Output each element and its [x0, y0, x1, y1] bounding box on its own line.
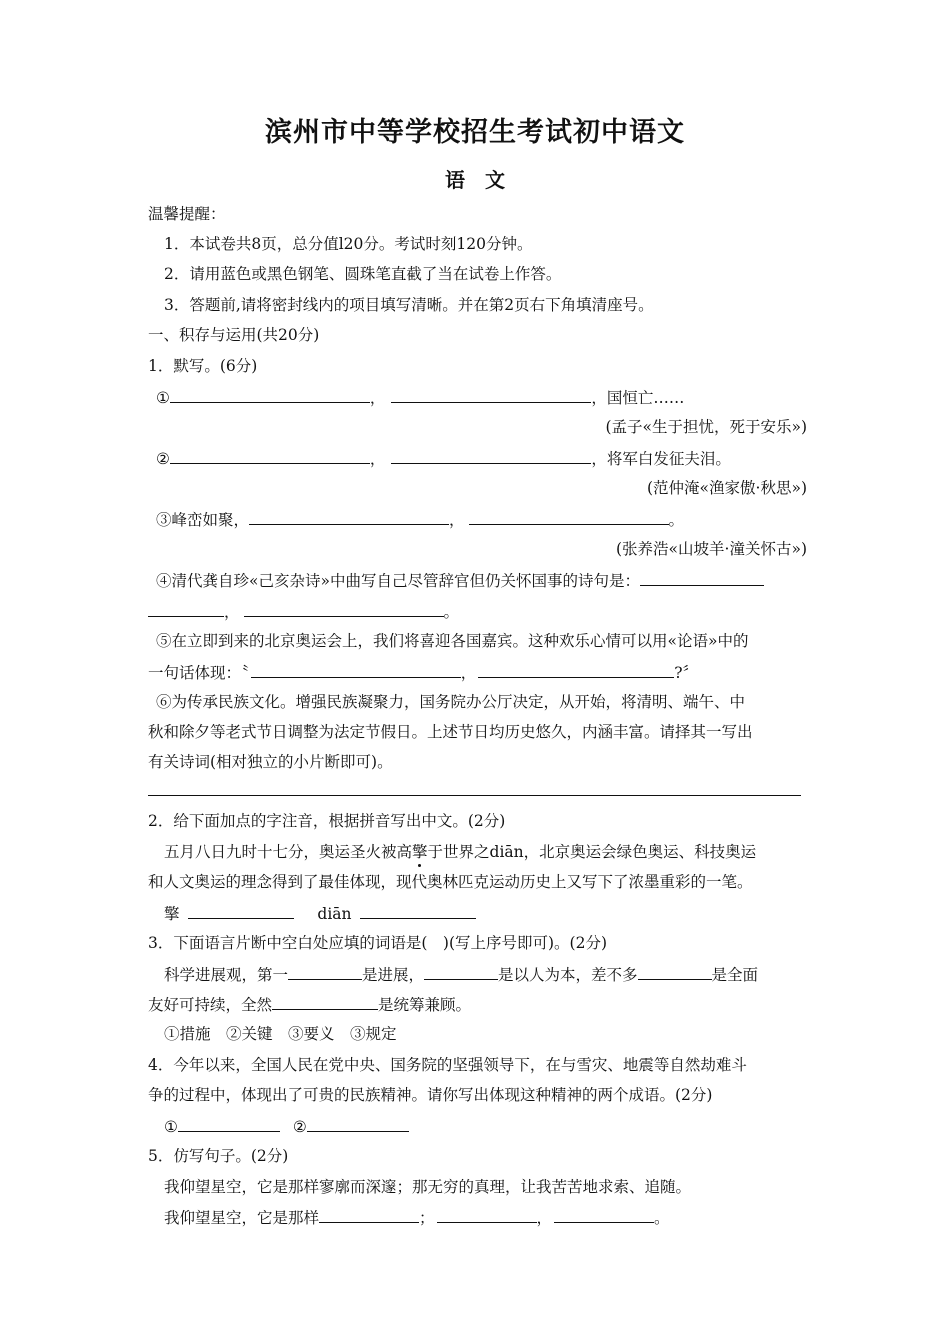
q1-source-1: (孟子«生于担忧，死于安乐»): [605, 418, 807, 436]
q5-label: 5．仿写句子。(2分): [148, 1147, 289, 1165]
q3-line2: [148, 994, 471, 1015]
q2-passage-line1: [164, 842, 756, 862]
comma: ，: [536, 1209, 553, 1227]
passage-text: 我仰望星空，它是那样: [164, 1209, 320, 1227]
q5-example: 我仰望星空，它是那样寥廓而深邃；那无穷的真理，让我苦苦地求索、追随。: [164, 1178, 692, 1196]
answer-blank[interactable]: [437, 1207, 537, 1223]
tip-item: 2．请用蓝色或黑色钢笔、圆珠笔直截了当在试卷上作答。: [164, 265, 562, 283]
answer-blank[interactable]: [469, 509, 669, 525]
q5-prompt: [164, 1207, 670, 1228]
q1-source-3: (张养浩«山坡羊·潼关怀古»): [616, 540, 807, 558]
tips-heading: 温馨提醒：: [148, 205, 226, 223]
comma: ，: [369, 389, 386, 407]
q1-item-5: ⑤在立即到来的北京奥运会上，我们将喜迎各国嘉宾。这种欢乐心情可以用«论语»中的: [156, 632, 749, 650]
passage-text: 五月八日九时十七分，奥运圣火被高: [164, 843, 413, 861]
answer-blank[interactable]: [244, 601, 444, 617]
passage-text: 于世界之diān，北京奥运会绿色奥运、科技奥运: [427, 843, 757, 861]
q2-label: 2．给下面加点的字注音，根据拼音写出中文。(2分): [148, 812, 506, 830]
item-text: 。: [668, 511, 685, 529]
exam-subtitle: 语 文: [445, 168, 505, 192]
answer-prompt: diān: [317, 905, 352, 923]
item-text: ?〞: [674, 664, 699, 682]
semicolon: ；: [419, 1209, 435, 1227]
item-marker: ②: [292, 1118, 307, 1136]
q1-item-6: ⑥为传承民族文化。增强民族凝聚力，国务院办公厅决定，从开始，将清明、端午、中: [156, 693, 746, 711]
item-text: 。: [443, 603, 460, 621]
answer-blank[interactable]: [638, 964, 712, 980]
answer-blank[interactable]: [288, 964, 362, 980]
q3-label: 3．下面语言片断中空白处应填的词语是( )(写上序号即可)。(2分): [148, 934, 608, 952]
item-text: 。: [654, 1209, 670, 1227]
q3-options: ①措施 ②关键 ③要义 ③规定: [164, 1025, 397, 1043]
answer-blank[interactable]: [170, 387, 370, 403]
answer-blank[interactable]: [178, 1116, 280, 1132]
comma: ，: [449, 511, 465, 529]
answer-blank[interactable]: [272, 994, 378, 1010]
passage-text: 是全面: [711, 966, 759, 984]
passage-text: 是进展，: [362, 966, 425, 984]
q3-line1: [164, 964, 758, 985]
q2-answers: [164, 903, 476, 924]
item-text: ，将军白发征夫泪。: [591, 450, 731, 468]
q1-item-1: [156, 387, 684, 408]
comma: ，: [224, 603, 240, 621]
q1-label: 1．默写。(6分): [148, 357, 258, 375]
passage-text: 是以人为本，差不多: [498, 966, 638, 984]
q4-label-cont: 争的过程中，体现出了可贵的民族精神。请你写出体现这种精神的两个成语。(2分): [148, 1086, 713, 1104]
answer-blank[interactable]: [360, 903, 476, 919]
q4-answers: [164, 1116, 409, 1137]
passage-text: 友好可持续，全然: [148, 996, 273, 1014]
answer-blank[interactable]: [249, 509, 449, 525]
q1-item-4: [156, 570, 764, 591]
q1-item-2: [156, 448, 731, 469]
item-marker: ②: [156, 450, 170, 468]
item-marker: ①: [156, 389, 170, 407]
answer-blank[interactable]: [319, 1207, 419, 1223]
answer-blank[interactable]: [391, 448, 591, 464]
comma: ，: [369, 450, 386, 468]
answer-blank[interactable]: [307, 1116, 409, 1132]
passage-text: 是统筹兼顾。: [378, 996, 472, 1014]
exam-title: 滨州市中等学校招生考试初中语文: [265, 117, 685, 148]
section-heading: 一、积存与运用(共20分): [148, 326, 320, 344]
answer-blank[interactable]: [148, 601, 224, 617]
q1-item-3: [156, 509, 684, 530]
item-text: ④清代龚自珍«己亥杂诗»中曲写自己尽管辞官但仍关怀国事的诗句是：: [156, 572, 640, 590]
dotted-character: 擎: [412, 843, 428, 861]
tip-item: 1．本试卷共8页，总分值l20分。考试时刻120分钟。: [164, 235, 533, 253]
answer-prompt: 擎: [164, 905, 180, 923]
item-text: 一句话体现：〝: [148, 664, 249, 682]
item-text: ③峰峦如聚，: [156, 511, 250, 529]
answer-blank[interactable]: [554, 1207, 654, 1223]
tip-item: 3．答题前,请将密封线内的项目填写清晰。并在第2页右下角填清座号。: [164, 296, 654, 314]
answer-blank[interactable]: [640, 570, 764, 586]
answer-line[interactable]: [148, 795, 801, 796]
answer-blank[interactable]: [170, 448, 370, 464]
answer-blank[interactable]: [424, 964, 498, 980]
answer-blank[interactable]: [251, 662, 461, 678]
comma: ，: [460, 664, 477, 682]
q1-item-5-cont: [148, 662, 698, 683]
answer-blank[interactable]: [188, 903, 294, 919]
answer-blank[interactable]: [391, 387, 591, 403]
q1-source-2: (范仲淹«渔家傲·秋思»): [647, 479, 807, 497]
answer-blank[interactable]: [478, 662, 674, 678]
item-text: ，国恒亡……: [591, 389, 685, 407]
q1-item-4-cont: [148, 601, 459, 622]
q2-passage-line2: 和人文奥运的理念得到了最佳体现，现代奥林匹克运动历史上又写下了浓墨重彩的一笔。: [148, 873, 753, 891]
item-marker: ①: [164, 1118, 178, 1136]
passage-text: 科学进展观，第一: [164, 966, 289, 984]
q1-item-6-line2: 秋和除夕等老式节日调整为法定节假日。上述节日均历史悠久，内涵丰富。请择其一写出: [148, 723, 753, 741]
q4-label: 4．今年以来，全国人民在党中央、国务院的坚强领导下，在与雪灾、地震等自然劫难斗: [148, 1056, 747, 1074]
q1-item-6-line3: 有关诗词(相对独立的小片断即可)。: [148, 753, 393, 771]
